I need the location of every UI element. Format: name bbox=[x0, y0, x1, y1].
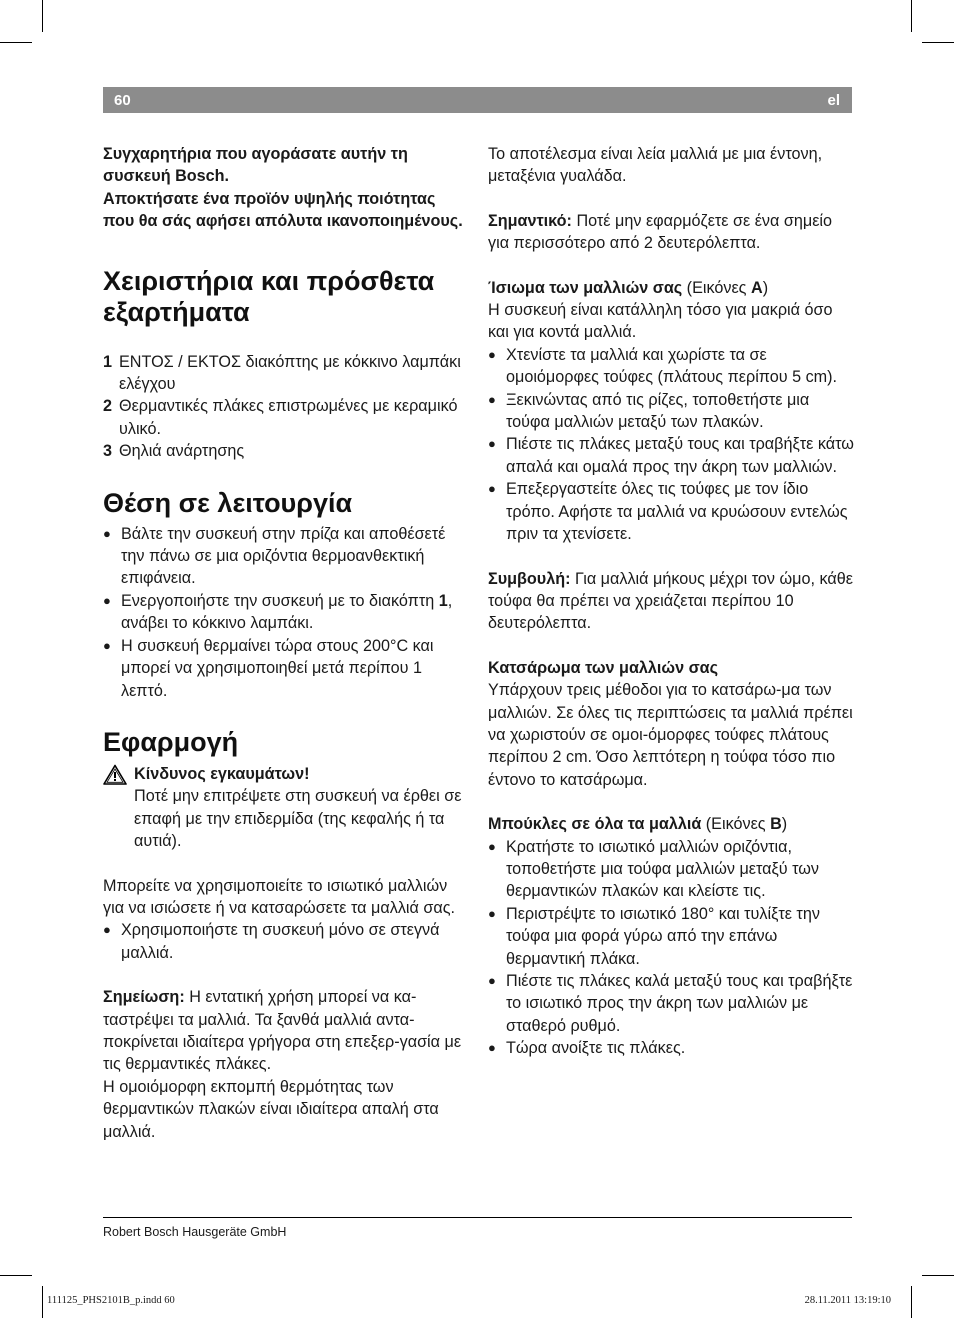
operation-heading: Θέση σε λειτουργία bbox=[103, 487, 353, 518]
tip-paragraph bbox=[488, 568, 856, 635]
figure-letter: A bbox=[750, 278, 763, 297]
list-item: ● Πιέστε τις πλάκες καλά μεταξύ τους και τραβήξτε το ισιωτικό προς την άκρη των μαλλιών με σταθερό ρυθμό. bbox=[488, 970, 856, 1037]
item-number: 3 bbox=[103, 442, 113, 461]
page-number: 60 bbox=[114, 92, 131, 109]
list-item: ● Τώρα ανοίξτε τις πλάκες. bbox=[488, 1037, 856, 1059]
warning-title: Κίνδυνος εγκαυμάτων! bbox=[134, 764, 310, 783]
list-item bbox=[103, 395, 468, 440]
item-number: 1 bbox=[103, 352, 113, 371]
crop-mark bbox=[911, 0, 912, 32]
footer-rule bbox=[103, 1217, 852, 1218]
left-column bbox=[103, 143, 468, 1143]
intro-congrats: Συγχαρητήρια που αγοράσατε αυτήν τη συσκευή Bosch. bbox=[103, 145, 408, 186]
crop-mark bbox=[922, 42, 954, 43]
item-text: , ανάβει το κόκκινο λαμπάκι. bbox=[121, 591, 453, 633]
curl-title: Κατσάρωμα των μαλλιών σας bbox=[488, 658, 719, 677]
curls-list bbox=[488, 836, 856, 1060]
important-paragraph bbox=[488, 210, 856, 255]
footer-company: Robert Bosch Hausgeräte GmbH bbox=[103, 1225, 287, 1239]
crop-mark bbox=[42, 1286, 43, 1318]
straight-intro: Η συσκευή είναι κατάλληλη τόσο για μακριά όσο και για κοντά μαλλιά. bbox=[488, 301, 833, 342]
controls-list bbox=[103, 351, 468, 463]
crop-mark bbox=[0, 1275, 32, 1276]
list-item: ● Περιστρέψτε το ισιωτικό 180° και τυλίξτε την τούφα μια φορά γύρω από την επάνω θερμαντική πλάκα. bbox=[488, 903, 856, 970]
list-item: ● Χρησιμοποιήστε τη συσκευή μόνο σε στεγνά μαλλιά. bbox=[103, 919, 468, 964]
result-paragraph: Το αποτέλεσμα είναι λεία μαλλιά με μια έντονη, μεταξένια γυαλάδα. bbox=[488, 145, 823, 186]
usage-heading: Εφαρμογή bbox=[103, 726, 239, 757]
list-item bbox=[103, 590, 468, 635]
list-item: ● Χτενίστε τα μαλλιά και χωρίστε τα σε ομοιόμορφες τούφες (πλάτους περίπου 5 cm). bbox=[488, 344, 856, 389]
crop-mark bbox=[911, 1286, 912, 1318]
curl-paragraph: Υπάρχουν τρεις μέθοδοι για το κατσάρω-μα των μαλλιών. Σε όλες τις περιπτώσεις τα μαλλιά πρέπει να χωριστούν σε ομοι-όμορφες τούφες πλάτους περίπου 2 cm. Όσο λεπτότερη η τούφα τόσο πιο έντονο το κατσάρωμα. bbox=[488, 681, 853, 789]
page-header-bar bbox=[103, 87, 852, 113]
operation-list bbox=[103, 523, 468, 702]
warning-triangle-icon bbox=[103, 764, 127, 785]
note-text: Η εντατική χρήση μπορεί να κα-ταστρέψει τα μαλλιά. Τα ξανθά μαλλιά αντα-ποκρίνεται ιδιαίτερα γρήγορα στη επεξερ-γασία με τις θερμαντικές πλάκες. bbox=[103, 988, 462, 1074]
right-column bbox=[488, 143, 856, 1060]
crop-mark bbox=[0, 42, 32, 43]
list-item: ● Πιέστε τις πλάκες μεταξύ τους και τραβήξτε κάτω απαλά και ομαλά προς την άκρη των μαλλιών. bbox=[488, 433, 856, 478]
figure-ref: (Εικόνες bbox=[682, 278, 751, 297]
straight-title bbox=[488, 277, 856, 299]
list-item: ● Ξεκινώντας από τις ρίζες, τοποθετήστε μια τούφα μαλλιών μεταξύ των πλακών. bbox=[488, 389, 856, 434]
list-item bbox=[103, 440, 468, 462]
figure-ref: ) bbox=[781, 815, 788, 834]
print-slug-date: 28.11.2011 13:19:10 bbox=[804, 1295, 891, 1306]
item-text: Θερμαντικές πλάκες επιστρωμένες με κεραμικό υλικό. bbox=[119, 397, 458, 438]
usage-paragraph: Μπορείτε να χρησιμοποιείτε το ισιωτικό μαλλιών για να ισιώσετε ή να κατσαρώσετε τα μαλλιά σας. bbox=[103, 876, 456, 917]
warning-text: Ποτέ μην επιτρέψετε στη συσκευή να έρθει σε επαφή με την επιδερμίδα (της κεφαλής ή τα αυτιά). bbox=[134, 787, 462, 851]
list-item bbox=[103, 351, 468, 396]
item-number: 2 bbox=[103, 397, 113, 416]
figure-ref: ) bbox=[762, 278, 769, 297]
list-item: ● Κρατήστε το ισιωτικό μαλλιών οριζόντια, τοποθετήστε μια τούφα μαλλιών μεταξύ των θερμαντικών πλακών και κλείστε τις. bbox=[488, 836, 856, 903]
figure-ref: (Εικόνες bbox=[701, 815, 771, 834]
section-title: Μπούκλες σε όλα τα μαλλιά bbox=[488, 815, 702, 834]
tip-label: Συμβουλή: bbox=[488, 569, 571, 588]
list-item: ● Η συσκευή θερμαίνει τώρα στους 200°C και μπορεί να χρησιμοποιηθεί μετά περίπου 1 λεπτό. bbox=[103, 635, 468, 702]
important-label: Σημαντικό: bbox=[488, 211, 572, 230]
intro-quality: Αποκτήσατε ένα προϊόν υψηλής ποιότητας που θα σάς αφήσει απόλυτα ικανοποιημένους. bbox=[103, 189, 463, 231]
important-text: Ποτέ μην εφαρμόζετε σε ένα σημείο για περισσότερο από 2 δευτερόλεπτα. bbox=[488, 211, 833, 253]
item-text: Ενεργοποιήστε την συσκευή με το διακόπτη bbox=[121, 591, 439, 610]
tip-text: Για μαλλιά μήκους μέχρι τον ώμο, κάθε τούφα θα πρέπει να χρειάζεται περίπου 10 δευτερόλεπτα. bbox=[488, 569, 853, 633]
language-code: el bbox=[827, 92, 840, 109]
note-paragraph-2: Η ομοιόμορφη εκπομπή θερμότητας των θερμαντικών πλακών είναι ιδιαίτερα απαλή στα μαλλιά. bbox=[103, 1077, 439, 1141]
figure-letter: B bbox=[770, 815, 782, 834]
section-title: Ίσιωμα των μαλλιών σας bbox=[488, 278, 683, 297]
item-text: ΕΝΤΟΣ / ΕΚΤΟΣ διακόπτης με κόκκινο λαμπάκι ελέγχου bbox=[119, 352, 461, 394]
warning-block bbox=[103, 763, 468, 853]
crop-mark bbox=[42, 0, 43, 32]
straight-list bbox=[488, 344, 856, 546]
item-text: Θηλιά ανάρτησης bbox=[119, 442, 245, 461]
curls-title bbox=[488, 813, 856, 835]
crop-mark bbox=[922, 1275, 954, 1276]
note-paragraph bbox=[103, 986, 468, 1076]
note-label: Σημείωση: bbox=[103, 988, 185, 1007]
list-item: ● Βάλτε την συσκευή στην πρίζα και αποθέσετέ την πάνω σε μια οριζόντια θερμοανθεκτική επιφάνεια. bbox=[103, 523, 468, 590]
usage-list bbox=[103, 919, 468, 964]
list-item: ● Επεξεργαστείτε όλες τις τούφες με τον ίδιο τρόπο. Αφήστε τα μαλλιά να κρυώσουν εντελώς πριν τα χτενίσετε. bbox=[488, 478, 856, 545]
print-slug-file: 111125_PHS2101B_p.indd 60 bbox=[47, 1295, 175, 1306]
switch-ref: 1 bbox=[438, 591, 448, 610]
controls-heading: Χειριστήρια και πρόσθετα εξαρτήματα bbox=[103, 265, 435, 327]
